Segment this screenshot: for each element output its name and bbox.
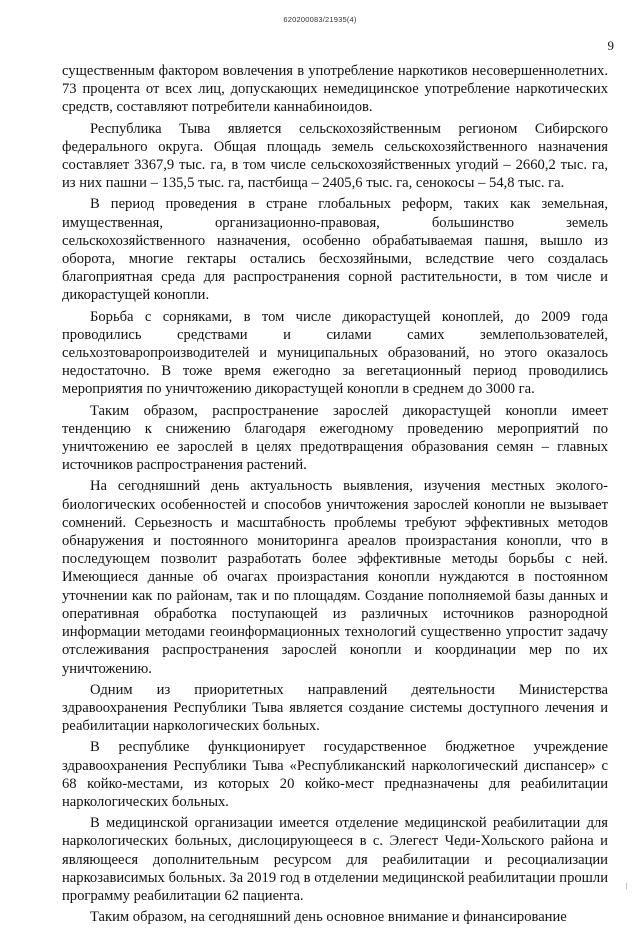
paragraph: В медицинской организации имеется отделение медицинской реабилитации для наркологических больных, дислоцирующееся в с. Элегест Чеди-Хольского района и являющееся дополнительным ресурсом для реабилитации и ресоциализации наркозависимых больных. За 2019 год в отделении медицинской реабилитации прошли программу реабилитации 62 пациента. <box>62 815 608 904</box>
paragraph: Борьба с сорняками, в том числе дикорастущей коноплей, до 2009 года проводились средствами и силами самих землепользователей, сельхозтоваропроизводителей и муниципальных образований, но этого оказалось недостаточно. В тоже время ежегодно за вегетационный период проводились мероприятия по уничтожению дикорастущей конопли в среднем до 3000 га. <box>62 308 608 398</box>
paragraph: В период проведения в стране глобальных реформ, таких как земельная, имущественная, организационно-правовая, большинство земель сельскохозяйственного назначения, особенно обрабатываемая пашня, вышло из оборота, многие гектары остались бесхозяйными, вследствие чего создалась благоприятная среда для распространения сорной растительности, в том числе и дикорастущей конопли. <box>62 196 608 304</box>
paragraph: В республике функционирует государственное бюджетное учреждение здравоохранения Республики Тыва «Республиканский наркологический диспансер» с 68 койко-местами, из которых 20 койко-мест предназначены для реабилитации наркологических больных. <box>62 739 608 810</box>
document-id: 620200083/21935(4) <box>283 15 357 24</box>
corner-mark: / <box>623 880 630 892</box>
paragraph: Таким образом, распространение зарослей дикорастущей конопли имеет тенденцию к снижению благодаря ежегодному проведению мероприятий по уничтожению ее зарослей в целях предотвращения образования семян – главных источников распространения растений. <box>62 402 608 474</box>
body-text <box>62 62 608 929</box>
paragraph: На сегодняшний день актуальность выявления, изучения местных эколого-биологических особенностей и способов уничтожения зарослей конопли не вызывает сомнений. Серьезность и масштабность проблемы требуют эффективных методов обнаружения и постоянного мониторинга ареалов произрастания конопли, что в последующем позволит разработать более эффективные методы борьбы с ней. Имеющиеся данные об очагах произрастания конопли нуждаются в постоянном уточнении как по районам, так и по площадям. Создание пополняемой базы данных и оперативная обработка поступающей из различных источников разнородной информации методами геоинформационных технологий существенно упростит задачу отслеживания распространения зарослей конопли и координации мер по их уничтожению. <box>62 478 608 677</box>
paragraph: существенным фактором вовлечения в употребление наркотиков несовершеннолетних. 73 процента от всех лиц, допускающих немедицинское употребление наркотических средств, составляют потребители каннабиноидов. <box>62 63 608 116</box>
paragraph: Таким образом, на сегодняшний день основное внимание и финансирование <box>90 909 567 926</box>
page-number: 9 <box>607 38 614 53</box>
paragraph: Одним из приоритетных направлений деятельности Министерства здравоохранения Республики Тыва является создание системы доступного лечения и реабилитации наркологических больных. <box>62 681 608 735</box>
paragraph: Республика Тыва является сельскохозяйственным регионом Сибирского федерального округа. Общая площадь земель сельскохозяйственного назначения составляет 3367,9 тыс. га, в том числе сельскохозяйственных угодий – 2660,2 тыс. га, из них пашни – 135,5 тыс. га, пастбища – 2405,6 тыс. га, сенокосы – 54,8 тыс. га. <box>62 120 608 192</box>
